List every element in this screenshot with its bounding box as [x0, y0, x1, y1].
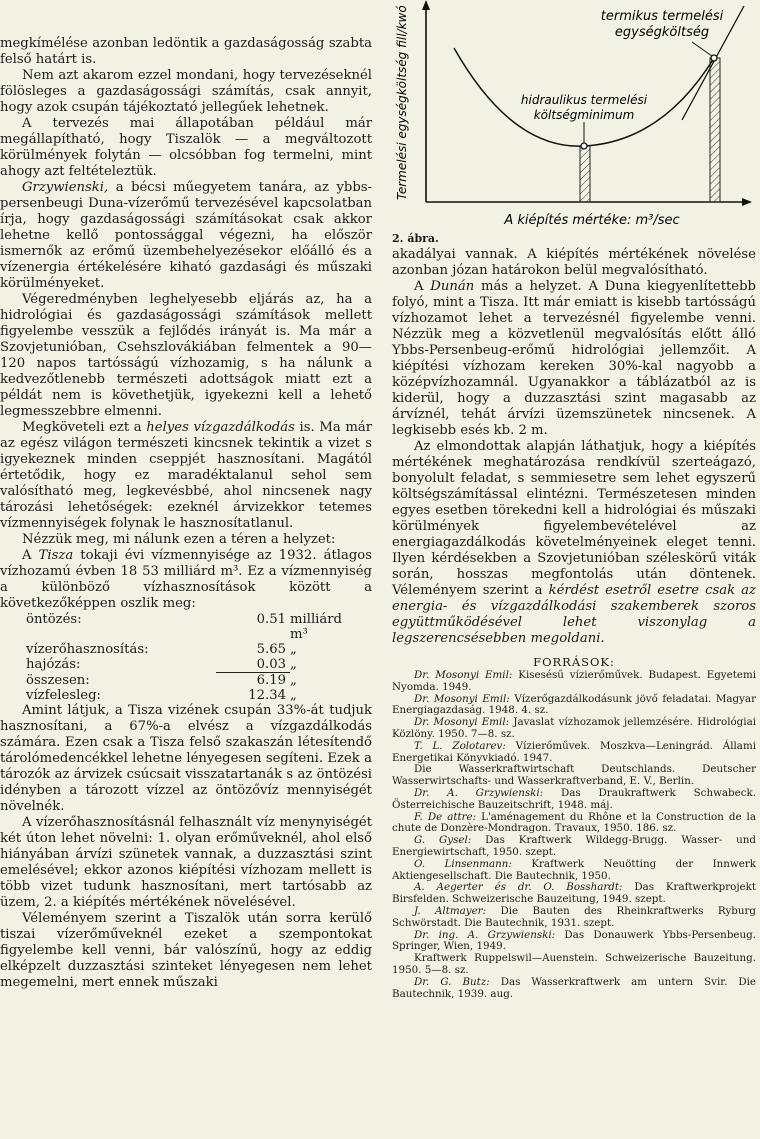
reference-text: Die Bauten des Rheinkraftwerks Ryburg Schwörstadt. Die Bautechnik, 1931. szept. — [392, 904, 756, 929]
paragraph-text: Nézzük meg, mi nálunk ezen a téren a helyzet: — [22, 532, 336, 547]
paragraph-text: Nem azt akarom ezzel mondani, hogy tervezéseknél fölösleges a gazdaságossági számítás, csak annyit, hogy azok csupán tájékoztató jellegűek lehetnek. — [0, 68, 372, 115]
reference-text: Das Donauwerk Ybbs-Persenbeug. Springer, Wien, 1949. — [392, 928, 756, 953]
hydro-label-1: hidraulikus termelési — [520, 93, 648, 107]
row-label: vízerőhasznosítás: — [26, 642, 149, 657]
row-label: öntözés: — [26, 612, 82, 627]
reference-text: Das Kraftwerkprojekt Birsfelden. Schweizerische Bauzeitung, 1949. szept. — [392, 881, 756, 906]
table-row — [26, 673, 360, 689]
paragraph-text: akadályai vannak. A kiépítés mértékének növelése azonban józan határokon belül megvalósítható. — [392, 247, 756, 278]
reference-text: Kraftwerk Ruppelswil—Auenstein. Schweizerische Bauzeitung. 1950. 5—8. sz. — [392, 952, 756, 976]
ditto-mark: „ — [290, 672, 297, 688]
hydro-min-column — [580, 146, 590, 202]
reference-text: Das Wasserkraftwerk am untern Svir. Die Bautechnik, 1939. aug. — [392, 975, 756, 1000]
reference-text: Die Wasserkraftwirtschaft Deutschlands. Deutscher Wasserwirtschafts- und Wasserkraftverband, E. V., Berlin. — [392, 763, 756, 788]
row-label: vízfelesleg: — [26, 688, 101, 703]
row-unit — [290, 688, 360, 703]
row-value: 5.65 — [256, 642, 286, 657]
emphasis-text: kérdést esetről esetre csak az energia- és vízgazdálkodási szakemberek szoros együttműködésével lehet viszonylag a legszerencsésebben megoldani. — [392, 583, 756, 646]
paragraph — [0, 116, 372, 180]
reference-author: Dr. Mosonyi Emil: — [414, 692, 510, 705]
ditto-mark: „ — [290, 642, 297, 657]
reference-text: Kisesésű vízierőművek. Budapest. Egyetemi Nyomda. 1949. — [392, 669, 756, 693]
reference-author: Dr. ing. A. Grzywienski: — [414, 928, 556, 941]
paragraph — [0, 703, 372, 815]
reference-author: Dr. G. Butz: — [414, 975, 490, 988]
paragraph-text: Végeredményben leghelyesebb eljárás az, ha a hidrológiai és gazdaságossági számítások mellett figyelembe vesszük a fejlődés irányát is. Ma már a Szovjetunióban, Csehszlovákiában felmentek a 90—120 napos tartósságú vízhozamig, s ha nálunk a kedvezőtlenebb természeti adottságok miatt ezt a példát nem is követhetjük, igyekezni kell a lehető legmesszebbre elmenni. — [0, 292, 372, 419]
reference-text: Javaslat vízhozamok jellemzésére. Hidrológiai Közlöny. 1950. 7—8. sz. — [392, 716, 756, 740]
paragraph-text: megkímélése azonban ledöntik a gazdaságosság szabta felső határt is. — [0, 36, 372, 67]
reference-text: L'aménagement du Rhône et la Construction de la chute de Donzère-Mondragon. Travaux, 1950. 186. sz. — [392, 810, 756, 835]
row-unit: milliárd m³ — [290, 612, 342, 642]
hydro-label-2: költségminimum — [533, 108, 635, 122]
emphasis-text: Tisza — [38, 548, 74, 563]
paragraph — [392, 279, 756, 439]
reference-item — [392, 741, 756, 765]
paragraph-text: Az elmondottak alapján láthatjuk, hogy a kiépítés mértékének meghatározása rendkívül szerteágazó, bonyolult feladat, s semmiesetre sem lehet egyszerű költségszámítással elintézni. Természetesen minden egyes esetben törekedni kell a hidrológiai és műszaki körülmények figyelembevételével az energiagazdálkodás követelményeinek eleget tenni. Ilyen kérdésekben a Szovjetunióban széleskörű viták során, hosszas megfontolás után döntenek. Véleményem szerint a — [392, 439, 756, 598]
reference-author: J. Altmayer: — [414, 904, 487, 917]
reference-item — [392, 882, 756, 906]
x-axis-arrow — [742, 198, 752, 206]
right-column — [392, 0, 756, 1000]
left-paragraphs — [0, 36, 372, 612]
reference-author: Dr. Mosonyi Emil: — [414, 716, 510, 729]
table-row — [26, 642, 360, 657]
paragraph — [0, 911, 372, 991]
hydro-min-marker — [581, 143, 587, 149]
references-list — [392, 670, 756, 1000]
reference-text: Vízierőművek. Moszkva—Leningrád. Állami Energetikai Könyvkiadó. 1947. — [392, 739, 756, 764]
paragraph — [0, 292, 372, 420]
left-paragraphs-after — [0, 703, 372, 991]
paragraph — [0, 36, 372, 68]
paragraph-text: a bécsi műegyetem tanára, az ybbs-persenbeugi Duna-vízerőmű tervezésével kapcsolatban írja, hogy gazdaságossági számításokat csak akkor lehetne kellő pontossággal végezni, ha először ismernők az erőmű üzembehelyezésekor előálló és a vízenergia értékelésére kiható gazdasági és műszaki körülményeket. — [0, 180, 372, 291]
row-label: összesen: — [26, 672, 90, 688]
ditto-mark: „ — [290, 688, 297, 703]
paragraph-text: A — [414, 279, 431, 294]
reference-item — [392, 930, 756, 954]
reference-item — [392, 670, 756, 694]
row-label: hajózás: — [26, 657, 81, 672]
thermal-label-2: egységköltség — [614, 25, 710, 40]
paragraph — [0, 420, 372, 532]
y-axis-label: Termelési egységköltség fill/kwó — [395, 5, 409, 200]
reference-text: Das Kraftwerk Wildegg-Brugg. Wasser- und Energiewirtschaft, 1950. szept. — [392, 834, 756, 858]
table-row — [26, 688, 360, 703]
reference-text: Das Draukraftwerk Schwabeck. Österreichische Bauzeitschrift, 1948. máj. — [392, 786, 756, 811]
reference-item — [392, 694, 756, 718]
reference-author: F. De attre: — [414, 810, 477, 823]
row-value: 0.03 — [256, 657, 286, 672]
row-unit — [290, 642, 360, 657]
thermal-column — [710, 58, 720, 202]
reference-item — [392, 835, 756, 859]
emphasis-text: Grzywienski, — [22, 180, 109, 195]
y-axis-arrow — [422, 0, 430, 10]
thermal-leader-line — [692, 42, 712, 56]
reference-author: G. Gysel: — [414, 834, 472, 847]
emphasis-text: Dunán — [430, 279, 475, 294]
emphasis-text: helyes vízgazdálkodás — [146, 420, 295, 435]
reference-item — [392, 812, 756, 836]
reference-author: Dr. Mosonyi Emil: — [414, 669, 513, 681]
paragraph-text: tokaji évi vízmennyisége az 1932. átlagos vízhozamú évben 18 53 milliárd m³. Ez a vízmennyiség a különböző vízhasznosítások között a következőképpen oszlik meg: — [0, 548, 373, 611]
paragraph-text: más a helyzet. A Duna kiegyenlítettebb folyó, mint a Tisza. Itt már emiatt is kisebb tartósságú vízhozamot lehet a tervezésnél figyelembe venni. Nézzük meg a közvetlenül megvalósítás előtt álló Ybbs-Persenbeug-erőmű hidrológiai jellemzőit. A kiépítési vízhozam kereken 30%-kal nagyobb a középvízhozamnál. Ugyanakkor a táblázatból az is kiderül, hogy a duzzasztási szint magasabb az árvíznél, tehát árvízi üzemszünetek nincsenek. A legkisebb esés kb. 2 m. — [392, 279, 756, 438]
cost-figure — [392, 0, 756, 232]
reference-author: T. L. Zolotarev: — [414, 739, 506, 752]
table-row — [26, 612, 360, 642]
paragraph-text: A vízerőhasznosításnál felhasznált víz menynyiségét két úton lehet növelni: 1. olyan erőműveknél, ahol első hiányában árvízi szünetek vannak, a duzzasztási szint emelésével; ekkor azonos kiépítési vízhozam mellett is több vizet tudunk hasznosítani, mert tartósabb az üzem, 2. a kiépítés mértékének növelésével. — [0, 815, 372, 910]
row-value: 6.19 — [216, 673, 290, 689]
ditto-mark: „ — [290, 657, 297, 672]
reference-text: Kraftwerk Neuötting der Innwerk Aktiengesellschaft. Die Bautechnik, 1950. — [392, 857, 756, 882]
reference-author: Dr. A. Grzywienski: — [414, 786, 544, 799]
figure-caption: 2. ábra. — [392, 232, 439, 245]
paragraph-text: is. Ma már az egész világon természeti kincsnek tekintik a vizet s igyekeznek minden cseppjét hasznosítani. Magától értetődik, hogy ez maradéktalanul sehol sem valósítható meg, legkevésbbé, ahol nincsenek nagy tározási lehetőségek: ezeknél árvizekkor tetemes vízmennyiségek folynak le hasznosítatlanul. — [0, 420, 372, 531]
row-value: 12.34 — [248, 688, 286, 703]
paragraph-text: Amint látjuk, a Tisza vizének csupán 33%-át tudjuk hasznosítani, a 67%-a elvész a vízgazdálkodás számára. Ezen csak a Tisza felső szakaszán létesítendő tárolómedencékkel lehetne lényegesen segíteni. Ezek a tározók az árvizek csúcsait visszatartanák s az öntözési idényben a tározott vízzel az öntözővíz mennyiségét növelnék. — [0, 703, 372, 814]
reference-item — [392, 953, 756, 977]
paragraph — [392, 439, 756, 647]
row-unit — [290, 657, 360, 673]
paragraph — [0, 815, 372, 911]
row-unit — [290, 673, 360, 689]
row-value: 0.51 — [256, 612, 286, 627]
paragraph-text: Megköveteli ezt a — [22, 420, 147, 435]
reference-item — [392, 906, 756, 930]
paragraph — [392, 247, 756, 279]
reference-item — [392, 764, 756, 788]
x-axis-label: A kiépítés mértéke: m³/sec — [504, 213, 680, 228]
right-paragraphs — [392, 247, 756, 647]
reference-item — [392, 788, 756, 812]
paragraph — [0, 548, 372, 612]
paragraph — [0, 68, 372, 116]
paragraph — [0, 532, 372, 548]
reference-item — [392, 977, 756, 1001]
reference-text: Vízerőgazdálkodásunk jövő feladatai. Magyar Energiagazdaság. 1948. 4. sz. — [392, 692, 756, 717]
reference-item — [392, 717, 756, 741]
thermal-label-1: termikus termelési — [600, 9, 724, 24]
table-row — [26, 657, 360, 673]
references-title: FORRÁSOK: — [533, 655, 615, 669]
reference-item — [392, 859, 756, 883]
water-use-table — [26, 612, 360, 703]
cost-diagram — [392, 0, 756, 232]
paragraph-text: A — [22, 548, 39, 563]
reference-author: A. Aegerter és dr. O. Bosshardt: — [414, 881, 623, 894]
left-column — [0, 36, 372, 991]
paragraph-text: A tervezés mai állapotában például már megállapítható, hogy Tiszalök — a megváltozott körülmények folytán — olcsóbban fog termelni, mint ahogy azt feltételeztük. — [0, 116, 372, 179]
paragraph — [0, 180, 372, 292]
reference-author: O. Linsenmann: — [414, 857, 512, 870]
paragraph-text: Véleményem szerint a Tiszalök után sorra kerülő tiszai vízerőműveknél ezeket a szempontokat figyelembe kell venni, bár valószínű, hogy az eddig elképzelt duzzasztási szinteket lényegesen nem lehet megemelni, mert ennek műszaki — [0, 911, 372, 990]
